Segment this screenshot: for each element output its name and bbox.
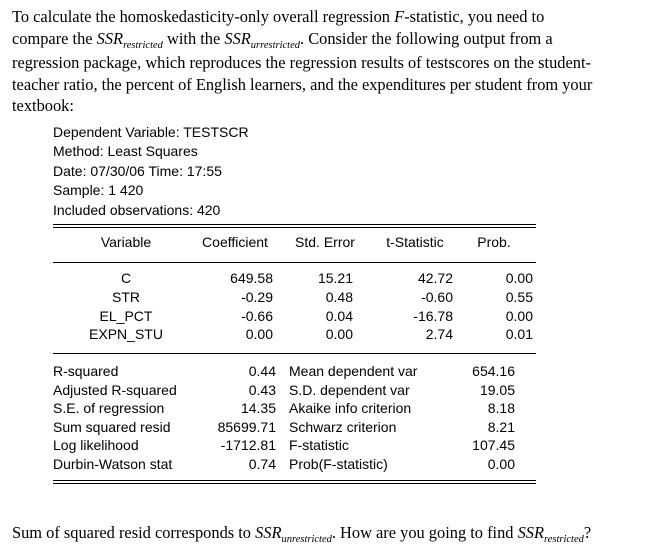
header-rule bbox=[53, 262, 536, 263]
t-statistic-value: 42.72 bbox=[417, 270, 453, 286]
stat-label: Sum squared resid bbox=[53, 419, 171, 435]
t-statistic-value: 2.74 bbox=[425, 326, 453, 342]
coefficient-value: 649.58 bbox=[230, 270, 273, 286]
ssr-symbol: SSR bbox=[96, 28, 124, 48]
t-statistic-value: -0.60 bbox=[421, 289, 453, 305]
method: Method: Least Squares bbox=[53, 143, 198, 160]
prob-value: 0.01 bbox=[505, 326, 533, 342]
header-t-statistic: t-Statistic bbox=[386, 234, 444, 250]
stat-label: F-statistic bbox=[289, 437, 349, 453]
intro-paragraph bbox=[12, 6, 638, 117]
std-error-value: 0.48 bbox=[325, 289, 353, 305]
header-prob: Prob. bbox=[477, 234, 511, 250]
table-bottom-rule bbox=[53, 480, 536, 484]
stat-value: 0.00 bbox=[487, 456, 515, 472]
stat-label: R-squared bbox=[53, 363, 119, 379]
stat-label: Mean dependent var bbox=[289, 363, 418, 379]
stat-value: 19.05 bbox=[479, 382, 515, 398]
ssr-symbol: SSR bbox=[255, 523, 282, 542]
variable-name: STR bbox=[112, 289, 140, 305]
intro-line-5: textbook: bbox=[12, 96, 74, 115]
intro-line-1: To calculate the homoskedasticity-only overall regression F-statistic, you need to bbox=[12, 7, 545, 26]
stat-value: 654.16 bbox=[472, 363, 515, 379]
header-coefficient: Coefficient bbox=[202, 234, 268, 250]
variable-name: EL_PCT bbox=[99, 308, 153, 324]
t-statistic-value: -16.78 bbox=[413, 308, 453, 324]
unrestricted-subscript: unrestricted bbox=[281, 534, 332, 545]
stat-value: 8.21 bbox=[487, 419, 515, 435]
stat-label: Log likelihood bbox=[53, 437, 139, 453]
intro-line-3: regression package, which reproduces the regression results of testscores on the student- bbox=[12, 53, 591, 72]
stat-value: 85699.71 bbox=[217, 419, 276, 435]
stat-value: 107.45 bbox=[472, 437, 515, 453]
dependent-variable: Dependent Variable: TESTSCR bbox=[53, 124, 249, 140]
header-variable: Variable bbox=[100, 234, 152, 250]
coefficient-bottom-rule bbox=[53, 353, 536, 354]
coefficient-value: -0.29 bbox=[241, 289, 273, 305]
stat-value: 14.35 bbox=[240, 400, 276, 416]
prob-value: 0.55 bbox=[505, 289, 533, 305]
std-error-value: 0.00 bbox=[325, 326, 353, 342]
intro-line-4: teacher ratio, the percent of English learners, and the expenditures per student from your bbox=[12, 74, 593, 94]
stat-label: Akaike info criterion bbox=[289, 400, 412, 416]
intro-line-2: compare the $SSR_{restricted}$ with the $SSR_{urrestricted}$. Consider the following output from a bbox=[12, 28, 553, 51]
stat-value: 0.43 bbox=[248, 382, 276, 398]
std-error-value: 0.04 bbox=[325, 308, 353, 324]
f-symbol: F bbox=[394, 7, 405, 26]
sample: Sample: 1 420 bbox=[53, 182, 144, 199]
coefficient-value: 0.00 bbox=[245, 326, 273, 342]
regression-metadata bbox=[53, 123, 249, 220]
restricted-subscript: restricted bbox=[544, 534, 584, 545]
stat-value: -1712.81 bbox=[220, 437, 276, 453]
stat-label: Prob(F-statistic) bbox=[289, 456, 388, 472]
stat-label: S.E. of regression bbox=[53, 400, 165, 416]
coefficient-value: -0.66 bbox=[241, 308, 273, 324]
ssr-symbol: SSR bbox=[517, 523, 544, 542]
stat-value: 8.18 bbox=[487, 400, 515, 416]
header-std-error: Std. Error bbox=[295, 234, 355, 250]
stat-label: S.D. dependent var bbox=[289, 382, 410, 398]
stat-label: Adjusted R-squared bbox=[53, 382, 177, 398]
restricted-subscript: restricted bbox=[123, 39, 163, 51]
ssr-symbol: SSR bbox=[224, 28, 251, 48]
question-line: Sum of squared resid corresponds to $SSR_{unrestricted}$. How are you going to find $SSR_{restricted}$? bbox=[12, 523, 592, 545]
prob-value: 0.00 bbox=[505, 308, 533, 324]
prob-value: 0.00 bbox=[505, 270, 533, 286]
std-error-value: 15.21 bbox=[317, 270, 353, 286]
date-time: Date: 07/30/06 Time: 17:55 bbox=[53, 162, 222, 179]
included-observations: Included observations: 420 bbox=[53, 201, 221, 218]
stat-label: Durbin-Watson stat bbox=[53, 456, 173, 472]
variable-name: C bbox=[120, 270, 132, 286]
variable-name: EXPN_STU bbox=[89, 326, 163, 342]
stat-value: 0.44 bbox=[248, 363, 276, 379]
stat-label: Schwarz criterion bbox=[289, 419, 397, 435]
stat-value: 0.74 bbox=[248, 456, 276, 472]
unrestricted-subscript: urrestricted bbox=[250, 39, 300, 51]
table-top-rule bbox=[53, 224, 536, 228]
